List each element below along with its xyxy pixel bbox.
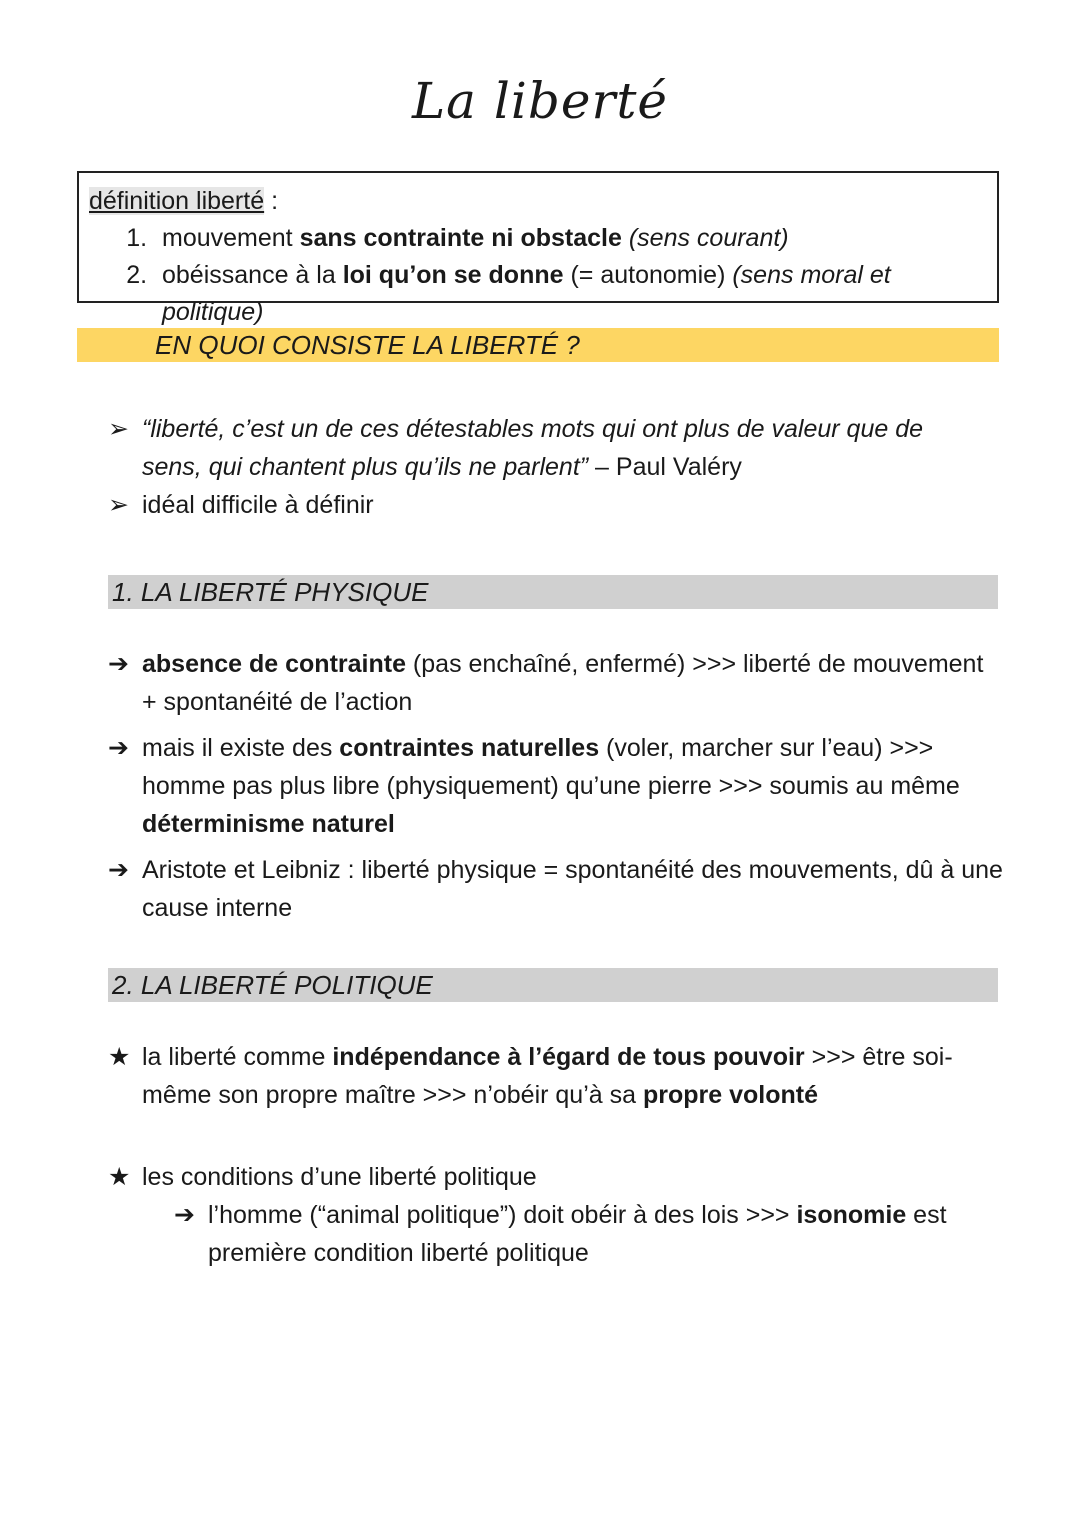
intro-list: [108, 410, 988, 524]
bold-text: contraintes naturelles: [339, 734, 600, 762]
section-2-header: [108, 968, 998, 1002]
section-2-content: [108, 1038, 1003, 1272]
body-text: l’homme (“animal politique”) doit obéir à des lois >>>: [208, 1201, 797, 1229]
definition-heading: [89, 183, 987, 220]
star-bullet-icon: ★: [108, 1043, 131, 1071]
definition-box: [77, 171, 999, 326]
question-banner-text: EN QUOI CONSISTE LA LIBERTÉ ?: [155, 330, 580, 360]
section-1-title: 1. LA LIBERTÉ PHYSIQUE: [112, 577, 429, 607]
definition-text: mouvement: [162, 224, 300, 252]
bold-text: déterminisme naturel: [142, 810, 395, 838]
body-text: la liberté comme: [142, 1043, 333, 1071]
definition-list: [89, 220, 987, 331]
page-title: La liberté: [411, 72, 669, 130]
section-2-point-1: [108, 1038, 1003, 1114]
definition-text: obéissance à la: [162, 261, 343, 289]
section-1-content: [108, 645, 1003, 935]
section-1-point-2: [108, 729, 1003, 843]
section-1-point-3: [108, 851, 1003, 927]
arrow-bullet-icon: ➔: [108, 650, 129, 678]
bold-text: absence de contrainte: [142, 650, 406, 678]
arrow-bullet-icon: ➔: [108, 734, 129, 762]
body-text: (voler, marcher sur l’eau) >>> homme pas plus libre (physiquement) qu’une pierre >>> soumis au même: [142, 734, 960, 800]
definition-italic: (sens moral et politique): [162, 261, 891, 326]
definition-item-1: [154, 220, 987, 257]
body-text: Aristote et Leibniz : liberté physique = spontanéité des mouvements, dû à une cause interne: [142, 856, 1003, 922]
body-text: >>> être soi-même son propre maître >>> n’obéir qu’à sa: [142, 1043, 953, 1109]
section-2-point-2: [108, 1158, 1003, 1196]
arrowhead-bullet-icon: ➢: [108, 491, 129, 519]
bold-text: propre volonté: [642, 1081, 818, 1109]
definition-bold: sans contrainte ni obstacle: [299, 224, 622, 252]
intro-item-quote: [108, 410, 988, 486]
intro-item-text: idéal difficile à définir: [142, 491, 374, 519]
intro-item-ideal: [108, 486, 988, 524]
bold-text: isonomie: [796, 1201, 907, 1229]
quote-author: – Paul Valéry: [588, 453, 742, 481]
bold-text: indépendance à l’égard de tous pouvoir: [332, 1043, 805, 1071]
valery-quote: “liberté, c’est un de ces détestables mots qui ont plus de valeur que de sens, qui chantent plus qu’ils ne parlent”: [142, 415, 924, 481]
body-text: (pas enchaîné, enfermé) >>> liberté de mouvement + spontanéité de l’action: [142, 650, 984, 716]
definition-text: [622, 224, 629, 252]
section-2-subpoint: [174, 1196, 1003, 1272]
section-1-point-1: [108, 645, 1003, 721]
definition-text: (= autonomie): [563, 261, 733, 289]
section-2-title: 2. LA LIBERTÉ POLITIQUE: [112, 970, 433, 1000]
definition-bold: loi qu’on se donne: [342, 261, 564, 289]
star-bullet-icon: ★: [108, 1163, 131, 1191]
definition-label: définition liberté: [89, 187, 265, 215]
body-text: mais il existe des: [142, 734, 340, 762]
arrow-bullet-icon: ➔: [108, 856, 129, 884]
arrow-bullet-icon: ➔: [174, 1201, 195, 1229]
definition-italic: (sens courant): [628, 224, 789, 252]
body-text: est première condition liberté politique: [208, 1201, 947, 1267]
arrowhead-bullet-icon: ➢: [108, 415, 129, 443]
definition-item-2: [154, 257, 987, 331]
definition-colon: :: [264, 187, 279, 215]
body-text: les conditions d’une liberté politique: [142, 1163, 537, 1191]
question-banner: [77, 328, 999, 362]
section-1-header: [108, 575, 998, 609]
